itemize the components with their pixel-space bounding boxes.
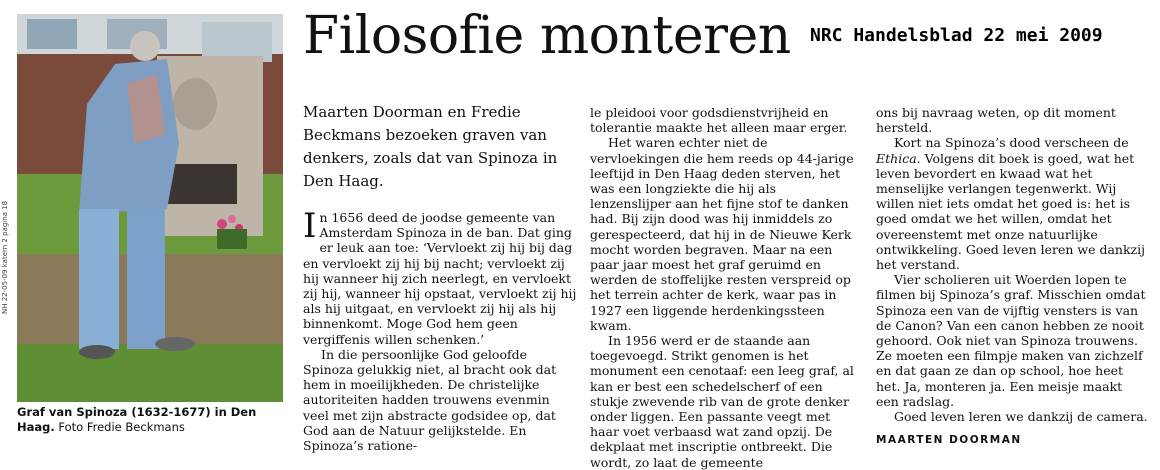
article-lead: Maarten Doorman en Fredie Beckmans bezoeken graven van denkers, zoals dat van Spinoza in Den Haag. (303, 103, 558, 190)
paragraph: le pleidooi voor godsdienstvrijheid en tolerantie maakte het alleen maar erger. (590, 105, 848, 136)
paragraph: Het waren echter niet de vervloekingen die hem reeds op 44-jarige leeftijd in Den Haag deden sterven, het was een longziekte die hij als lenzenslijper aan het fijne stof te danken had. Bij zijn dood was hij inmiddels zo gerespecteerd, dat hij in de Nieuwe Kerk mocht worden begraven. Maar na een paar jaar moest het graf geruimd en werden de stoffelijke resten verspreid op het terrein achter de kerk, waar pas in 1927 een liggende herdenkingssteen kwam. (590, 135, 854, 333)
source-note: NRC Handelsblad 22 mei 2009 (810, 25, 1103, 46)
caption-credit: Foto Fredie Beckmans (54, 420, 185, 434)
book-title: Ethica (876, 150, 917, 166)
paragraph-text: Kort na Spinoza’s dood verscheen de (894, 135, 1129, 151)
dropcap: I (303, 206, 317, 246)
photo-caption (17, 405, 287, 435)
article-headline: Filosofie monteren (303, 6, 791, 66)
paragraph: ons bij navraag weten, op dit moment hersteld. (876, 105, 1116, 136)
paragraph: In die persoonlijke God geloofde Spinoza gelukkig niet, al bracht ook dat hem in moeilijkheden. De christelijke autoriteiten hadden trouwens evenmin veel met zijn abstracte godsidee op, dat God aan de Natuur gelijkstelde. En Spinoza’s ratione- (303, 346, 557, 454)
paragraph: In 1956 werd er de staande aan toegevoegd. Strikt genomen is het monument een cenotaaf: een leeg graf, al kan er best een schedelscherf of een stukje zwevende rib van de grote denker onder liggen. Een passante veegt met haar voet verbaasd wat zand opzij. De dekplaat met inscriptie ontbreekt. Die wordt, zo laat de gemeente (590, 333, 854, 470)
print-stamp: NH 22-05-09 katern 2 pagina 18 (1, 200, 9, 314)
article-photo (17, 14, 283, 402)
caption-title: Graf van Spinoza (1632-1677) in Den Haag. (17, 405, 257, 434)
paragraph-text: . Volgens dit boek is goed, wat het leven bevordert en kwaad wat het menselijke verlangen tegenwerkt. Wij willen niet iets omdat het goed is: het is goed omdat we het willen, omdat het overeenstemt met onze natuurlijke ontwikkeling. Goed leven leren we dankzij het verstand. (876, 150, 1146, 273)
paragraph: Vier scholieren uit Woerden lopen te filmen bij Spinoza’s graf. Misschien omdat Spinoza een van de vijftig vensters is van de Canon? Van een canon hebben ze nooit gehoord. Ook niet van Spinoza trouwens. Ze moeten een filmpje maken van zichzelf en dat gaan ze dan op school, hoe heet het. Ja, monteren ja. Een meisje maakt een radslag. (876, 272, 1146, 409)
article-column-1 (303, 206, 579, 454)
author-byline: MAARTEN DOORMAN (876, 434, 1022, 447)
paragraph: Goed leven leren we dankzij de camera. (894, 409, 1148, 425)
article-column-3 (876, 105, 1148, 448)
article-column-2 (590, 105, 860, 470)
paragraph (876, 135, 1148, 272)
paragraph-text: n 1656 deed de joodse gemeente van Amsterdam Spinoza in de ban. Dat ging er leuk aan toe: ‘Vervloekt zij hij bij dag en vervloekt zij hij bij nacht; vervloekt zij hij wanneer hij zich neerlegt, en vervloekt zij hij, wanneer hij opstaat, vervloekt zij hij als hij uitgaat, en vervloekt zij hij als hij binnenkomt. Moge God hem geen vergiffenis willen schenken.’ (303, 210, 577, 347)
paragraph (303, 206, 579, 347)
